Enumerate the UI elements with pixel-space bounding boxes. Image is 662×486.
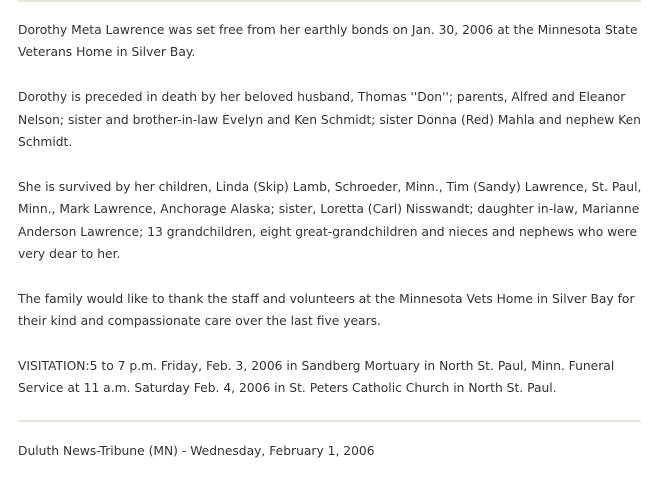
obituary-paragraph-visitation: VISITATION:5 to 7 p.m. Friday, Feb. 3, 2006 in Sandberg Mortuary in North St. Paul, Minn. Funeral Service at 11 a.m. Saturday Feb. 4, 2006 in St. Peters Catholic Church in North St. Paul. <box>18 359 615 396</box>
obituary-paragraph-preceded: Dorothy is preceded in death by her beloved husband, Thomas ''Don''; parents, Alfred and Eleanor Nelson; sister and brother-in-law Evelyn and Ken Schmidt; sister Donna (Red) Mahla and nephew Ken Schmidt. <box>18 90 641 150</box>
bottom-divider <box>18 420 641 422</box>
source-citation: Duluth News-Tribune (MN) - Wednesday, February 1, 2006 <box>18 444 375 458</box>
obituary-body <box>18 19 644 422</box>
obituary-paragraph-thanks: The family would like to thank the staff and volunteers at the Minnesota Vets Home in Silver Bay for their kind and compassionate care over the last five years. <box>18 291 635 329</box>
obituary-paragraph-announcement: Dorothy Meta Lawrence was set free from her earthly bonds on Jan. 30, 2006 at the Minnesota State Veterans Home in Silver Bay. <box>18 23 638 60</box>
obituary-paragraph-survived: She is survived by her children, Linda (Skip) Lamb, Schroeder, Minn., Tim (Sandy) Lawrence, St. Paul, Minn., Mark Lawrence, Anchorage Alaska; sister, Loretta (Carl) Nisswandt; daughter in-law, Marianne Anderson Lawrence; 13 grandchildren, eight great-grandchildren and nieces and nephews who were very dear to her. <box>18 179 642 262</box>
top-divider <box>18 0 641 2</box>
